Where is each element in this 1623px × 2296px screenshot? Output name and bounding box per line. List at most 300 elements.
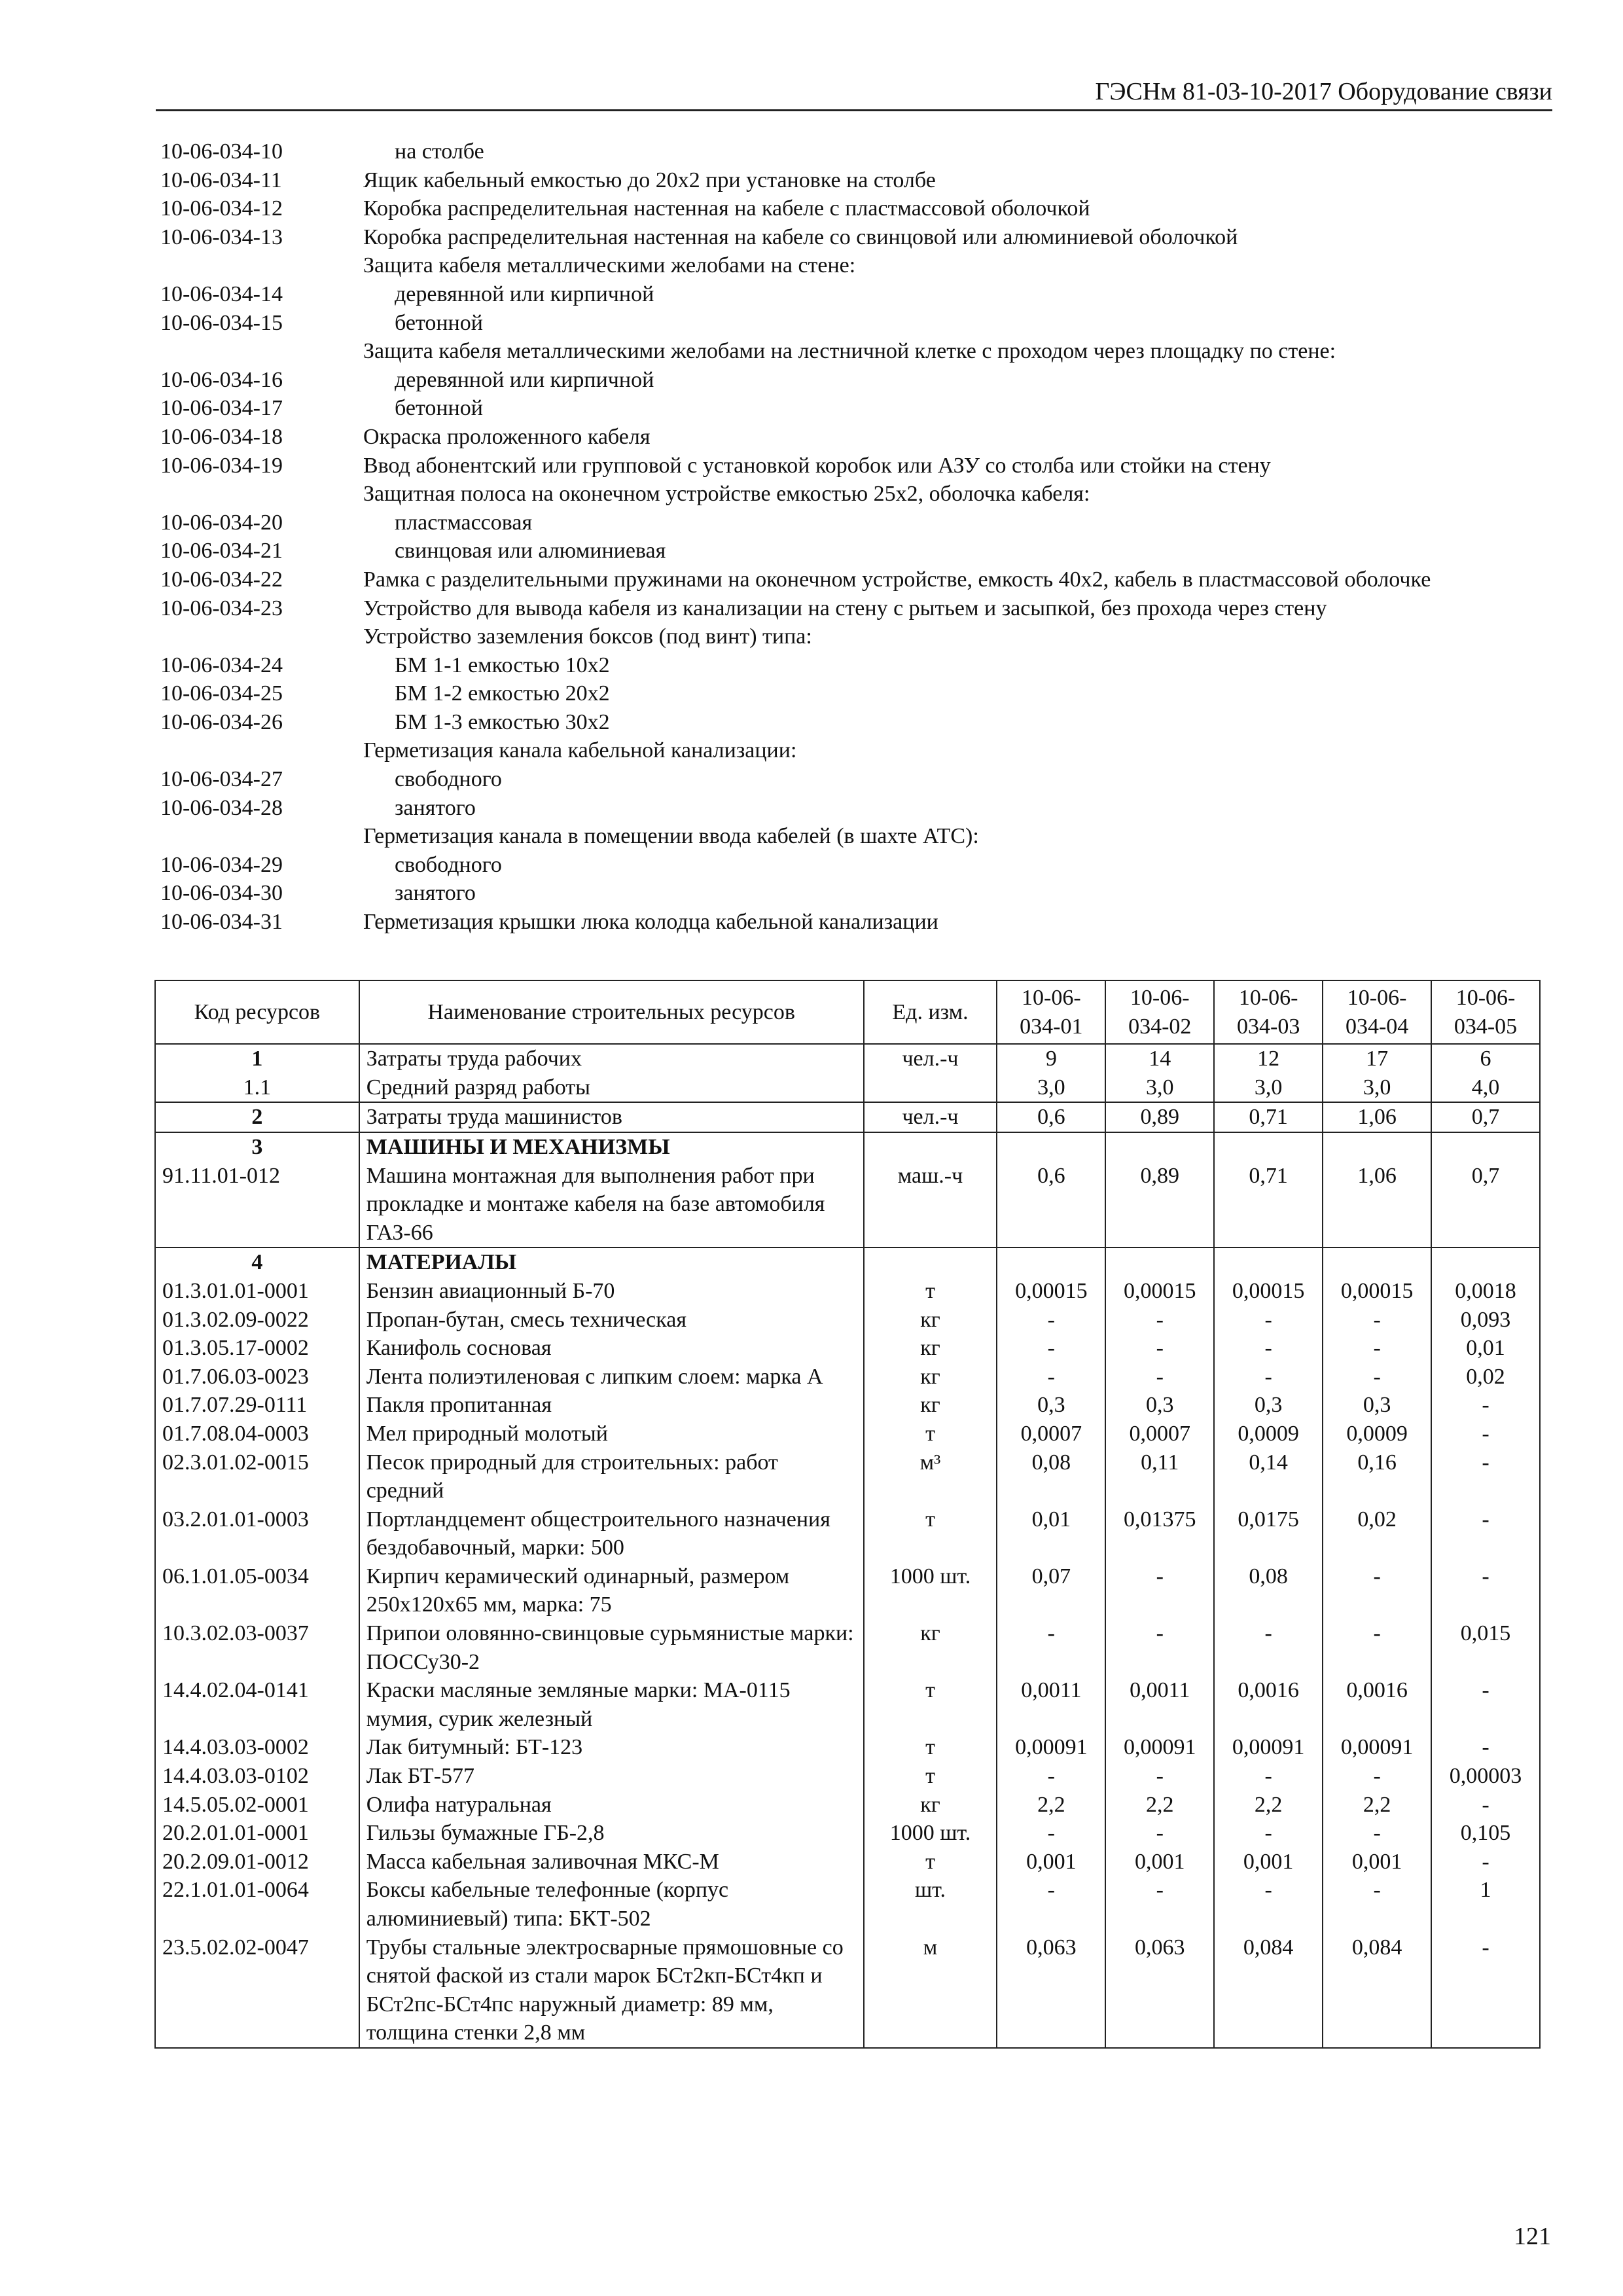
value-cell: - xyxy=(1431,1448,1540,1505)
value-cell: - xyxy=(1105,1876,1214,1933)
header-resource-code: Код ресурсов xyxy=(155,980,359,1044)
value-cell: 0,02 xyxy=(1323,1505,1431,1562)
unit-cell: т xyxy=(864,1277,997,1306)
value-cell: 0,0007 xyxy=(997,1420,1105,1448)
table-row xyxy=(155,1876,1540,1933)
value-cell: 0,0175 xyxy=(1214,1505,1323,1562)
value-cell: 0,063 xyxy=(1105,1933,1214,2048)
index-entry xyxy=(160,565,1554,594)
resource-code-cell: 01.3.05.17-0002 xyxy=(155,1334,359,1363)
value-cell: 0,01375 xyxy=(1105,1505,1214,1562)
value-cell: - xyxy=(997,1306,1105,1335)
value-cell: - xyxy=(1323,1306,1431,1335)
resource-name-cell: Лак БТ-577 xyxy=(359,1762,864,1791)
resource-code-cell: 23.5.02.02-0047 xyxy=(155,1933,359,2048)
value-cell: - xyxy=(997,1363,1105,1391)
index-entry xyxy=(160,679,1554,708)
header-col-03: 10-06- 034-03 xyxy=(1214,980,1323,1044)
value-cell: - xyxy=(1431,1391,1540,1420)
value-cell: - xyxy=(997,1876,1105,1933)
unit-cell: т xyxy=(864,1676,997,1733)
resource-name-cell: Мел природный молотый xyxy=(359,1420,864,1448)
value-cell: - xyxy=(1105,1562,1214,1619)
index-entry xyxy=(160,622,1554,651)
index-entry-text: Герметизация канала кабельной канализации: xyxy=(363,738,797,763)
table-row xyxy=(155,1791,1540,1820)
value-cell: - xyxy=(1323,1819,1431,1848)
resource-code-cell: 3 xyxy=(155,1132,359,1162)
index-entry-code: 10-06-034-30 xyxy=(160,881,283,906)
index-entry xyxy=(160,452,1554,480)
value-cell xyxy=(997,1247,1105,1277)
work-index-list xyxy=(160,137,1554,937)
index-entry-text: Герметизация канала в помещении ввода кабелей (в шахте АТС): xyxy=(363,824,979,849)
index-entry-code: 10-06-034-11 xyxy=(160,168,282,192)
index-entry-text: свинцовая или алюминиевая xyxy=(395,539,666,564)
index-entry-code: 10-06-034-25 xyxy=(160,681,283,706)
index-entry-code: 10-06-034-24 xyxy=(160,653,283,677)
value-cell: 0,89 xyxy=(1105,1102,1214,1132)
resource-name-cell: Масса кабельная заливочная МКС-М xyxy=(359,1848,864,1876)
table-row xyxy=(155,1819,1540,1848)
value-cell: - xyxy=(1431,1848,1540,1876)
index-entry xyxy=(160,366,1554,395)
unit-cell: кг xyxy=(864,1791,997,1820)
index-entry-code xyxy=(160,822,363,851)
value-cell: - xyxy=(1105,1334,1214,1363)
unit-cell: т xyxy=(864,1420,997,1448)
header-col-05: 10-06- 034-05 xyxy=(1431,980,1540,1044)
value-cell: - xyxy=(1214,1334,1323,1363)
resource-name-cell: Лента полиэтиленовая с липким слоем: марка А xyxy=(359,1363,864,1391)
value-cell: 0,0018 xyxy=(1431,1277,1540,1306)
value-cell: 0,11 xyxy=(1105,1448,1214,1505)
value-cell: - xyxy=(1323,1334,1431,1363)
table-row xyxy=(155,1676,1540,1733)
value-cell: 0,0009 xyxy=(1214,1420,1323,1448)
index-entry-text: БМ 1-3 емкостью 30х2 xyxy=(395,709,610,734)
value-cell: 0,08 xyxy=(997,1448,1105,1505)
unit-cell: кг xyxy=(864,1391,997,1420)
resource-name-cell: Боксы кабельные телефонные (корпус алюминиевый) типа: БКТ-502 xyxy=(359,1876,864,1933)
index-entry xyxy=(160,166,1554,195)
index-entry-text: бетонной xyxy=(395,396,483,421)
unit-cell: т xyxy=(864,1505,997,1562)
unit-cell: шт. xyxy=(864,1876,997,1933)
resource-code-cell: 03.2.01.01-0003 xyxy=(155,1505,359,1562)
index-entry xyxy=(160,480,1554,509)
index-entry-text: свободного xyxy=(395,767,502,792)
table-row xyxy=(155,1073,1540,1103)
table-row xyxy=(155,1247,1540,1277)
index-entry-text: Защитная полоса на оконечном устройстве емкостью 25х2, оболочка кабеля: xyxy=(363,482,1090,507)
unit-cell: м xyxy=(864,1933,997,2048)
resource-code-cell: 01.7.08.04-0003 xyxy=(155,1420,359,1448)
unit-cell: 1000 шт. xyxy=(864,1562,997,1619)
index-entry xyxy=(160,651,1554,680)
index-entry-text: деревянной или кирпичной xyxy=(395,367,654,392)
value-cell: - xyxy=(1105,1819,1214,1848)
resource-code-cell: 14.4.03.03-0002 xyxy=(155,1733,359,1762)
value-cell: 1 xyxy=(1431,1876,1540,1933)
value-cell: 0,084 xyxy=(1214,1933,1323,2048)
value-cell: 0,7 xyxy=(1431,1162,1540,1248)
value-cell: 0,3 xyxy=(1214,1391,1323,1420)
value-cell: - xyxy=(997,1619,1105,1676)
index-entry-code: 10-06-034-16 xyxy=(160,367,283,392)
value-cell: - xyxy=(1431,1505,1540,1562)
value-cell: - xyxy=(1214,1306,1323,1335)
resource-code-cell: 91.11.01-012 xyxy=(155,1162,359,1248)
value-cell: - xyxy=(1323,1762,1431,1791)
index-entry xyxy=(160,223,1554,252)
value-cell: - xyxy=(1214,1619,1323,1676)
index-entry xyxy=(160,537,1554,565)
index-entry xyxy=(160,736,1554,765)
resource-name-cell: Бензин авиационный Б-70 xyxy=(359,1277,864,1306)
table-row xyxy=(155,1619,1540,1676)
header-col-01: 10-06- 034-01 xyxy=(997,980,1105,1044)
index-entry-code: 10-06-034-20 xyxy=(160,510,283,535)
index-entry-text: занятого xyxy=(395,795,476,820)
value-cell: - xyxy=(1323,1876,1431,1933)
resource-code-cell: 1.1 xyxy=(155,1073,359,1103)
value-cell: 0,00015 xyxy=(1214,1277,1323,1306)
document-header-title: ГЭСНм 81-03-10-2017 Оборудование связи xyxy=(1095,78,1552,105)
value-cell: 0,001 xyxy=(997,1848,1105,1876)
index-entry-text: БМ 1-1 емкостью 10х2 xyxy=(395,653,610,677)
resource-name-cell: Канифоль сосновая xyxy=(359,1334,864,1363)
index-entry-text: на столбе xyxy=(395,139,484,164)
table-row xyxy=(155,1391,1540,1420)
value-cell: - xyxy=(1431,1791,1540,1820)
index-entry xyxy=(160,879,1554,908)
index-entry xyxy=(160,765,1554,794)
index-entry xyxy=(160,394,1554,423)
value-cell: 0,00091 xyxy=(997,1733,1105,1762)
resource-name-cell: Песок природный для строительных: работ средний xyxy=(359,1448,864,1505)
unit-cell: кг xyxy=(864,1363,997,1391)
index-entry xyxy=(160,509,1554,537)
resource-name-cell: Трубы стальные электросварные прямошовные со снятой фаской из стали марок БСт2кп-БСт4кп и БСт2пс-БСт4пс наружный диаметр: 89 мм, толщина стенки 2,8 мм xyxy=(359,1933,864,2048)
value-cell: 0,0011 xyxy=(1105,1676,1214,1733)
value-cell: 0,16 xyxy=(1323,1448,1431,1505)
index-entry-text: Устройство заземления боксов (под винт) типа: xyxy=(363,624,812,649)
value-cell: 0,6 xyxy=(997,1162,1105,1248)
index-entry-code: 10-06-034-14 xyxy=(160,281,283,306)
unit-cell: т xyxy=(864,1848,997,1876)
table-row xyxy=(155,1733,1540,1762)
resource-name-cell: МАШИНЫ И МЕХАНИЗМЫ xyxy=(359,1132,864,1162)
value-cell: - xyxy=(1214,1876,1323,1933)
table-header-row xyxy=(155,980,1540,1044)
resource-code-cell: 20.2.01.01-0001 xyxy=(155,1819,359,1848)
value-cell: 0,3 xyxy=(1323,1391,1431,1420)
value-cell: 0,001 xyxy=(1323,1848,1431,1876)
index-entry-code xyxy=(160,480,363,509)
value-cell: 0,0007 xyxy=(1105,1420,1214,1448)
value-cell xyxy=(1214,1247,1323,1277)
value-cell: - xyxy=(1323,1619,1431,1676)
index-entry xyxy=(160,251,1554,280)
value-cell: - xyxy=(997,1819,1105,1848)
unit-cell xyxy=(864,1247,997,1277)
table-row xyxy=(155,1505,1540,1562)
index-entry-text: Герметизация крышки люка колодца кабельной канализации xyxy=(363,910,938,935)
index-entry xyxy=(160,337,1554,366)
table-row xyxy=(155,1044,1540,1073)
value-cell: 0,00091 xyxy=(1105,1733,1214,1762)
unit-cell: кг xyxy=(864,1619,997,1676)
unit-cell: м³ xyxy=(864,1448,997,1505)
index-entry-text: БМ 1-2 емкостью 20х2 xyxy=(395,681,610,706)
value-cell: 3,0 xyxy=(1105,1073,1214,1103)
value-cell: - xyxy=(1105,1306,1214,1335)
value-cell: - xyxy=(1105,1363,1214,1391)
index-entry-text: свободного xyxy=(395,852,502,877)
value-cell: 0,0016 xyxy=(1323,1676,1431,1733)
index-entry xyxy=(160,423,1554,452)
value-cell: - xyxy=(1214,1819,1323,1848)
table-row xyxy=(155,1363,1540,1391)
unit-cell: кг xyxy=(864,1306,997,1335)
index-entry-code: 10-06-034-31 xyxy=(160,910,283,935)
unit-cell xyxy=(864,1132,997,1162)
resource-name-cell: Краски масляные земляные марки: МА-0115 мумия, сурик железный xyxy=(359,1676,864,1733)
value-cell: - xyxy=(1431,1562,1540,1619)
unit-cell xyxy=(864,1073,997,1103)
resource-code-cell: 06.1.01.05-0034 xyxy=(155,1562,359,1619)
header-divider xyxy=(156,109,1552,111)
resource-name-cell: Гильзы бумажные ГБ-2,8 xyxy=(359,1819,864,1848)
value-cell: 0,00015 xyxy=(1323,1277,1431,1306)
value-cell: 6 xyxy=(1431,1044,1540,1073)
resource-name-cell: Лак битумный: БТ-123 xyxy=(359,1733,864,1762)
table-row xyxy=(155,1933,1540,2048)
index-entry-code: 10-06-034-27 xyxy=(160,767,283,792)
value-cell xyxy=(997,1132,1105,1162)
value-cell: 2,2 xyxy=(1214,1791,1323,1820)
index-entry-code: 10-06-034-19 xyxy=(160,453,283,478)
resource-name-cell: Пропан-бутан, смесь техническая xyxy=(359,1306,864,1335)
value-cell: 0,00015 xyxy=(997,1277,1105,1306)
index-entry-code: 10-06-034-29 xyxy=(160,852,283,877)
value-cell: 0,00015 xyxy=(1105,1277,1214,1306)
value-cell: 0,14 xyxy=(1214,1448,1323,1505)
index-entry-text: Коробка распределительная настенная на кабеле со свинцовой или алюминиевой оболочкой xyxy=(363,224,1238,249)
index-entry-code: 10-06-034-26 xyxy=(160,709,283,734)
value-cell: - xyxy=(1105,1762,1214,1791)
header-resource-name: Наименование строительных ресурсов xyxy=(359,980,864,1044)
resource-name-cell: Затраты труда машинистов xyxy=(359,1102,864,1132)
value-cell: 0,015 xyxy=(1431,1619,1540,1676)
index-entry-text: Устройство для вывода кабеля из канализации на стену с рытьем и засыпкой, без прохода через стену xyxy=(363,596,1327,620)
unit-cell: чел.-ч xyxy=(864,1044,997,1073)
index-entry-code: 10-06-034-21 xyxy=(160,539,283,564)
index-entry-text: пластмассовая xyxy=(395,510,533,535)
index-entry-code: 10-06-034-15 xyxy=(160,310,283,335)
index-entry xyxy=(160,309,1554,338)
resource-name-cell: Затраты труда рабочих xyxy=(359,1044,864,1073)
value-cell: 0,0011 xyxy=(997,1676,1105,1733)
value-cell xyxy=(1323,1247,1431,1277)
resource-name-cell: Пакля пропитанная xyxy=(359,1391,864,1420)
index-entry-code xyxy=(160,251,363,280)
value-cell xyxy=(1214,1132,1323,1162)
value-cell xyxy=(1431,1132,1540,1162)
unit-cell: маш.-ч xyxy=(864,1162,997,1248)
value-cell: 0,89 xyxy=(1105,1162,1214,1248)
index-entry xyxy=(160,594,1554,623)
index-entry-text: деревянной или кирпичной xyxy=(395,281,654,306)
value-cell: 0,3 xyxy=(997,1391,1105,1420)
value-cell: 0,084 xyxy=(1323,1933,1431,2048)
table-row xyxy=(155,1306,1540,1335)
value-cell: 4,0 xyxy=(1431,1073,1540,1103)
value-cell: 9 xyxy=(997,1044,1105,1073)
index-entry-text: Ввод абонентский или групповой с установкой коробок или АЗУ со столба или стойки на стену xyxy=(363,453,1271,478)
value-cell: - xyxy=(1431,1733,1540,1762)
value-cell: - xyxy=(1431,1420,1540,1448)
resource-name-cell: Припои оловянно-свинцовые сурьмянистые марки: ПОССу30-2 xyxy=(359,1619,864,1676)
value-cell: 0,0009 xyxy=(1323,1420,1431,1448)
unit-cell: чел.-ч xyxy=(864,1102,997,1132)
table-row xyxy=(155,1334,1540,1363)
unit-cell: т xyxy=(864,1733,997,1762)
resource-code-cell: 01.3.01.01-0001 xyxy=(155,1277,359,1306)
resource-code-cell: 14.4.02.04-0141 xyxy=(155,1676,359,1733)
value-cell: - xyxy=(1105,1619,1214,1676)
value-cell: 3,0 xyxy=(1323,1073,1431,1103)
table-row xyxy=(155,1277,1540,1306)
resource-code-cell: 14.4.03.03-0102 xyxy=(155,1762,359,1791)
table-row xyxy=(155,1562,1540,1619)
index-entry xyxy=(160,822,1554,851)
resource-name-cell: Средний разряд работы xyxy=(359,1073,864,1103)
index-entry-code: 10-06-034-18 xyxy=(160,424,283,449)
resource-code-cell: 1 xyxy=(155,1044,359,1073)
index-entry-text: бетонной xyxy=(395,310,483,335)
header-col-02: 10-06- 034-02 xyxy=(1105,980,1214,1044)
value-cell: 0,00091 xyxy=(1323,1733,1431,1762)
resource-code-cell: 20.2.09.01-0012 xyxy=(155,1848,359,1876)
index-entry-code: 10-06-034-28 xyxy=(160,795,283,820)
value-cell: 12 xyxy=(1214,1044,1323,1073)
index-entry-text: Коробка распределительная настенная на кабеле с пластмассовой оболочкой xyxy=(363,196,1090,221)
index-entry-text: Защита кабеля металлическими желобами на лестничной клетке с проходом через площадку по стене: xyxy=(363,339,1336,364)
index-entry-text: Рамка с разделительными пружинами на оконечном устройстве, емкость 40х2, кабель в пластмассовой оболочке xyxy=(363,567,1431,592)
index-entry xyxy=(160,794,1554,823)
value-cell: 0,01 xyxy=(1431,1334,1540,1363)
value-cell: 2,2 xyxy=(1105,1791,1214,1820)
index-entry-code xyxy=(160,736,363,765)
table-row xyxy=(155,1420,1540,1448)
value-cell: 3,0 xyxy=(997,1073,1105,1103)
index-entry-code: 10-06-034-10 xyxy=(160,139,283,164)
value-cell: - xyxy=(1214,1762,1323,1791)
value-cell: 0,07 xyxy=(997,1562,1105,1619)
value-cell: 0,6 xyxy=(997,1102,1105,1132)
index-entry-text: Окраска проложенного кабеля xyxy=(363,424,651,449)
value-cell: 0,0016 xyxy=(1214,1676,1323,1733)
value-cell: 0,001 xyxy=(1105,1848,1214,1876)
index-entry-code: 10-06-034-13 xyxy=(160,224,283,249)
value-cell: 0,063 xyxy=(997,1933,1105,2048)
value-cell: - xyxy=(997,1334,1105,1363)
resource-code-cell: 22.1.01.01-0064 xyxy=(155,1876,359,1933)
value-cell: 0,71 xyxy=(1214,1162,1323,1248)
value-cell xyxy=(1323,1132,1431,1162)
resource-code-cell: 02.3.01.02-0015 xyxy=(155,1448,359,1505)
resource-code-cell: 01.7.07.29-0111 xyxy=(155,1391,359,1420)
table-row xyxy=(155,1848,1540,1876)
header-unit: Ед. изм. xyxy=(864,980,997,1044)
value-cell: 0,7 xyxy=(1431,1102,1540,1132)
index-entry-code: 10-06-034-17 xyxy=(160,396,283,421)
resource-code-cell: 01.7.06.03-0023 xyxy=(155,1363,359,1391)
table-row xyxy=(155,1102,1540,1132)
unit-cell: кг xyxy=(864,1334,997,1363)
table-row xyxy=(155,1132,1540,1162)
index-entry-code xyxy=(160,337,363,366)
value-cell xyxy=(1431,1247,1540,1277)
value-cell: 14 xyxy=(1105,1044,1214,1073)
table-row xyxy=(155,1162,1540,1248)
index-entry xyxy=(160,708,1554,737)
resource-code-cell: 14.5.05.02-0001 xyxy=(155,1791,359,1820)
value-cell: 0,71 xyxy=(1214,1102,1323,1132)
value-cell: - xyxy=(997,1762,1105,1791)
value-cell: 17 xyxy=(1323,1044,1431,1073)
unit-cell: т xyxy=(864,1762,997,1791)
value-cell: 2,2 xyxy=(1323,1791,1431,1820)
value-cell: 2,2 xyxy=(997,1791,1105,1820)
resource-code-cell: 10.3.02.03-0037 xyxy=(155,1619,359,1676)
value-cell: - xyxy=(1431,1933,1540,2048)
value-cell: 3,0 xyxy=(1214,1073,1323,1103)
value-cell: 0,001 xyxy=(1214,1848,1323,1876)
index-entry xyxy=(160,908,1554,937)
index-entry xyxy=(160,280,1554,309)
table-row xyxy=(155,1762,1540,1791)
resource-code-cell: 2 xyxy=(155,1102,359,1132)
index-entry-code xyxy=(160,622,363,651)
index-entry xyxy=(160,137,1554,166)
index-entry-text: Защита кабеля металлическими желобами на стене: xyxy=(363,253,856,278)
value-cell: 0,02 xyxy=(1431,1363,1540,1391)
page-number: 121 xyxy=(1514,2223,1551,2250)
value-cell: 1,06 xyxy=(1323,1102,1431,1132)
value-cell xyxy=(1105,1247,1214,1277)
table-row xyxy=(155,1448,1540,1505)
resource-code-cell: 01.3.02.09-0022 xyxy=(155,1306,359,1335)
value-cell: 0,093 xyxy=(1431,1306,1540,1335)
value-cell: 0,00003 xyxy=(1431,1762,1540,1791)
resource-name-cell: Портландцемент общестроительного назначения бездобавочный, марки: 500 xyxy=(359,1505,864,1562)
index-entry-code: 10-06-034-12 xyxy=(160,196,283,221)
resource-name-cell: Кирпич керамический одинарный, размером 250х120х65 мм, марка: 75 xyxy=(359,1562,864,1619)
index-entry-text: Ящик кабельный емкостью до 20х2 при установке на столбе xyxy=(363,168,936,192)
value-cell: 0,00091 xyxy=(1214,1733,1323,1762)
resource-name-cell: Машина монтажная для выполнения работ при прокладке и монтаже кабеля на базе автомобиля ГАЗ-66 xyxy=(359,1162,864,1248)
resource-code-cell: 4 xyxy=(155,1247,359,1277)
value-cell xyxy=(1105,1132,1214,1162)
value-cell: 0,08 xyxy=(1214,1562,1323,1619)
index-entry-code: 10-06-034-22 xyxy=(160,567,283,592)
index-entry xyxy=(160,851,1554,880)
resource-name-cell: Олифа натуральная xyxy=(359,1791,864,1820)
value-cell: - xyxy=(1214,1363,1323,1391)
